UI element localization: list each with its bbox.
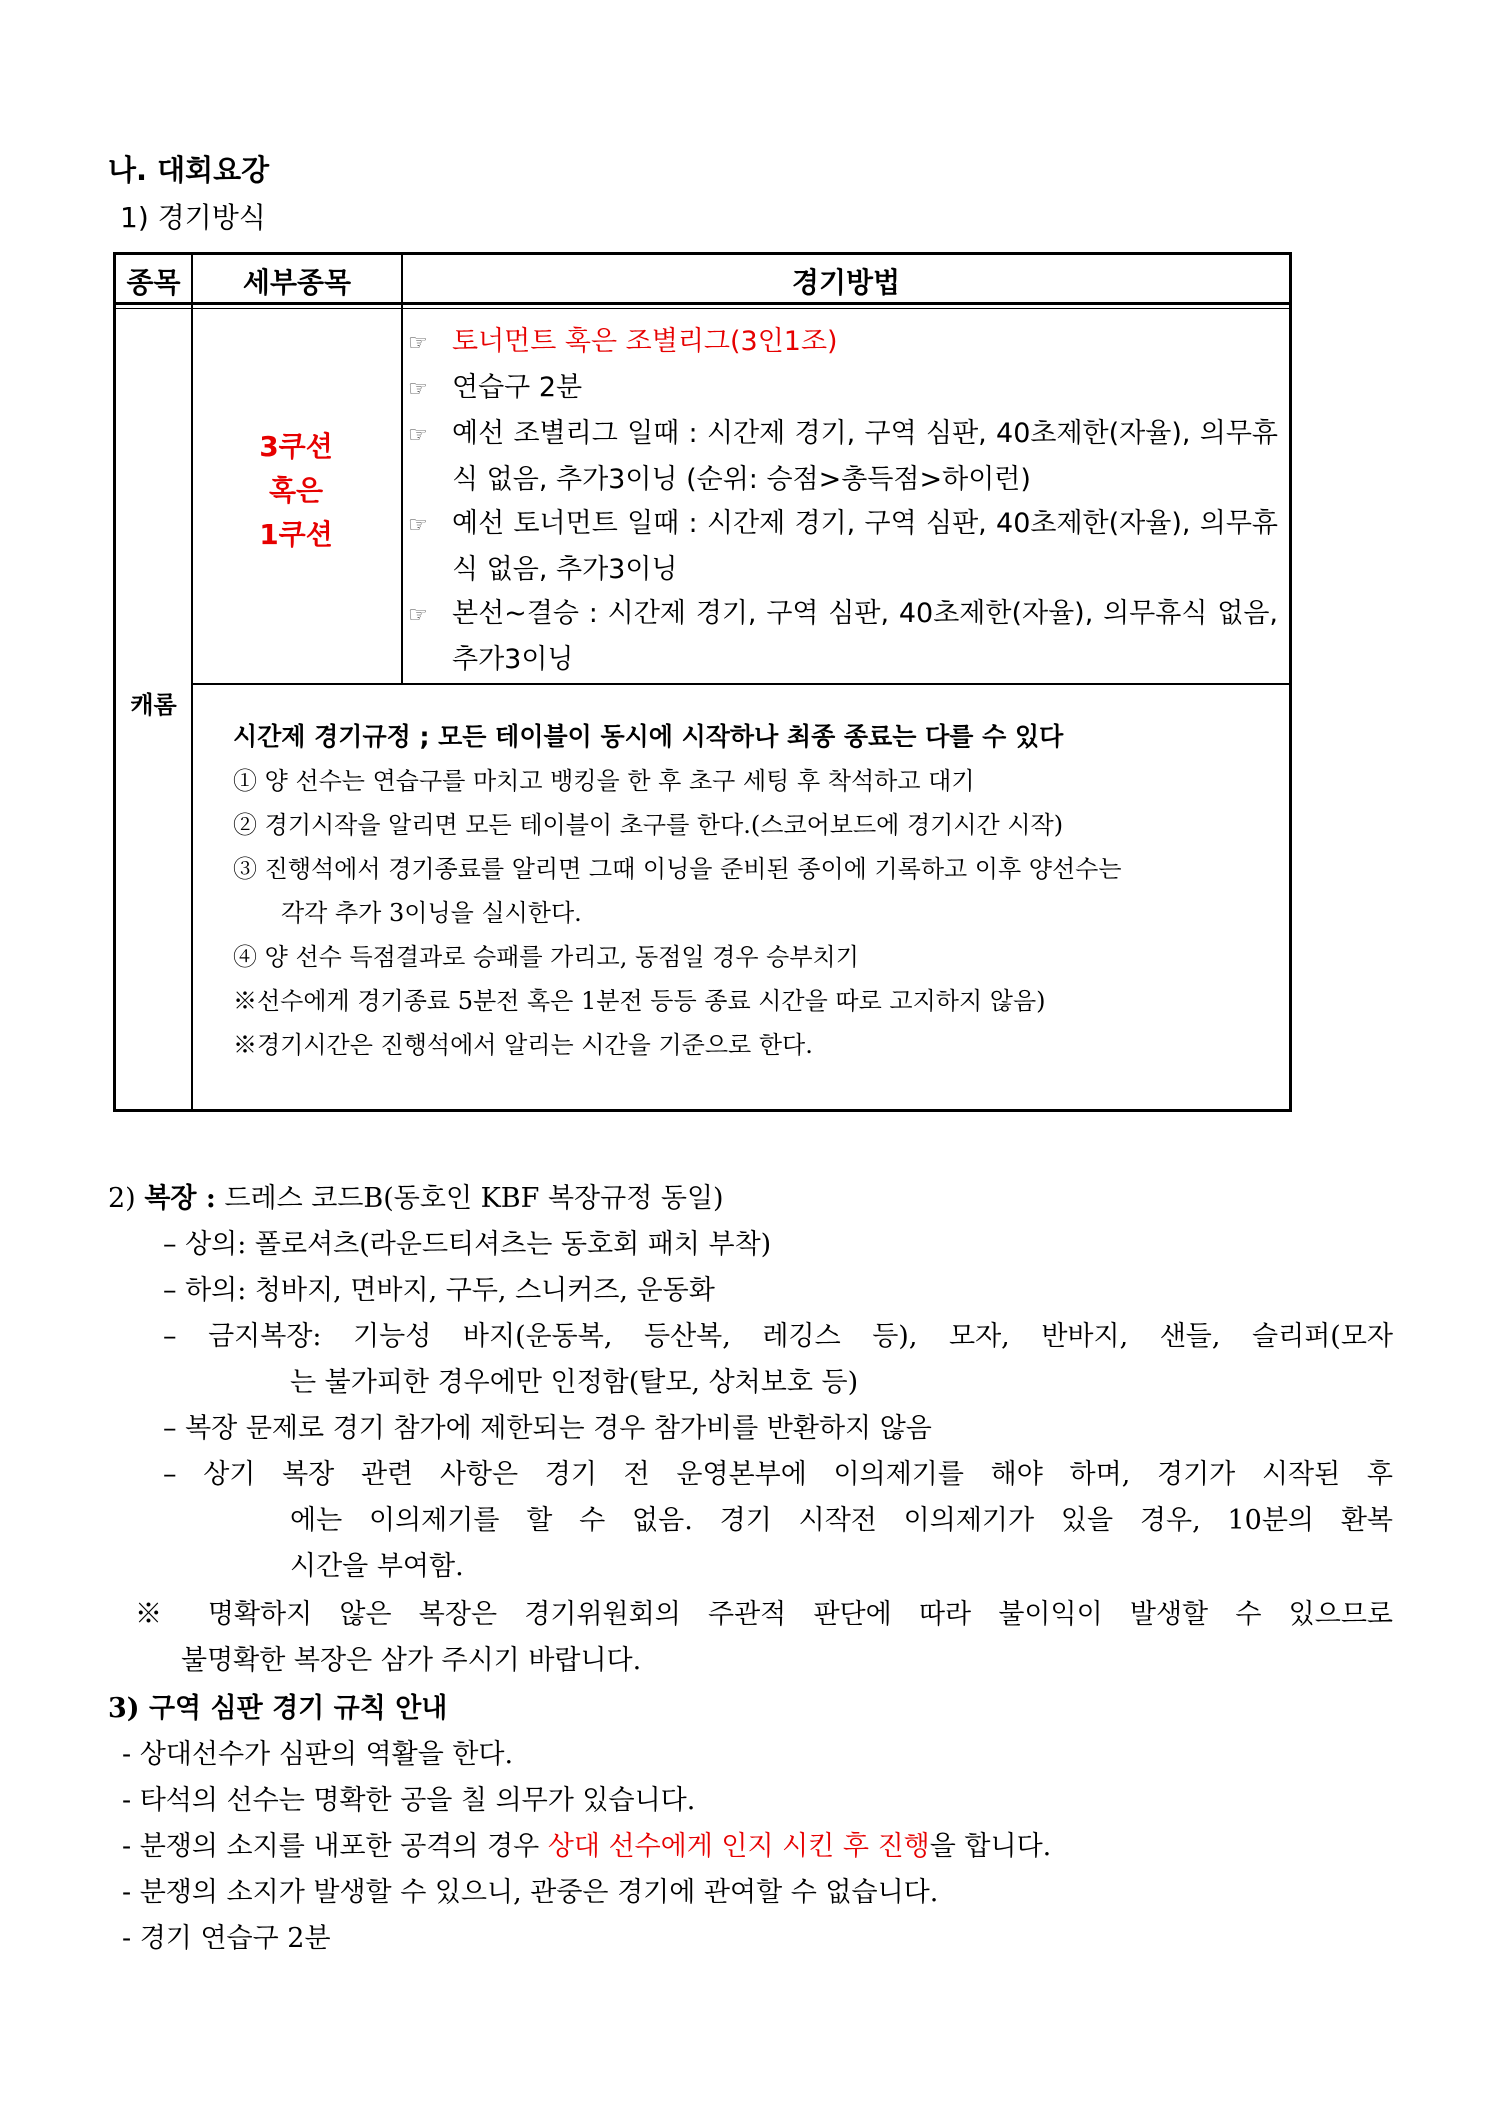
referee-item: - 분쟁의 소지가 발생할 수 있으니, 관중은 경기에 관여할 수 없습니다.	[122, 1877, 939, 1908]
dress-item: – 상의: 폴로셔츠(라운드티셔츠는 동호회 패치 부착)	[163, 1229, 772, 1260]
cushion-line: 3쿠션	[259, 430, 333, 463]
referee-highlight: 상대 선수에게 인지 시킨 후 진행	[547, 1831, 930, 1862]
dress-code-label: 복장 :	[144, 1183, 216, 1214]
rules-table	[113, 252, 1292, 1112]
dress-item: – 복장 문제로 경기 참가에 제한되는 경우 참가비를 반환하지 않음	[163, 1413, 932, 1444]
method-item: ☞ 예선 조별리그 일때 : 시간제 경기, 구역 심판, 40초제한(자율), 의무휴식 없음, 추가3이닝 (순위: 승점>총득점>하이런)	[408, 412, 1278, 502]
dress-item-cont: 는 불가피한 경우에만 인정함(탈모, 상처보호 등)	[290, 1367, 859, 1398]
timed-rule: ④ 양 선수 득점결과로 승패를 가리고, 동점일 경우 승부치기	[233, 943, 859, 971]
pointing-hand-icon: ☞	[408, 377, 428, 402]
cushion-line: 1쿠션	[259, 518, 333, 551]
cushion-line: 혹은	[268, 474, 324, 507]
dress-item: – 하의: 청바지, 면바지, 구두, 스니커즈, 운동화	[163, 1275, 715, 1306]
timed-rule: ※선수에게 경기종료 5분전 혹은 1분전 등등 종료 시간을 따로 고지하지 않음)	[233, 987, 1046, 1015]
method-list	[408, 320, 1278, 682]
timed-rule: ① 양 선수는 연습구를 마치고 뱅킹을 한 후 초구 세팅 후 착석하고 대기	[233, 767, 975, 795]
subsection-title: 1) 경기방식	[120, 201, 266, 234]
section-heading: 나. 대회요강	[108, 153, 270, 187]
timed-rule: ③ 진행석에서 경기종료를 알리면 그때 이닝을 준비된 종이에 기록하고 이후 양선수는	[233, 855, 1122, 883]
method-item: ☞ 토너먼트 혹은 조별리그(3인1조)	[408, 320, 1278, 366]
header-divider	[116, 302, 1289, 305]
timed-rule: ※경기시간은 진행석에서 알리는 시간을 기준으로 한다.	[233, 1031, 813, 1059]
header-event: 종목	[126, 266, 181, 299]
col-divider-1	[191, 255, 193, 1109]
dress-item: – 상기 복장 관련 사항은 경기 전 운영본부에 이의제기를 해야 하며, 경기가 시작된 후	[163, 1459, 1393, 1490]
header-method: 경기방법	[791, 266, 901, 299]
dress-note-cont: 불명확한 복장은 삼가 주시기 바랍니다.	[181, 1645, 642, 1676]
dress-note: ※ 명확하지 않은 복장은 경기위원회의 주관적 판단에 따라 불이익이 발생할 수 있으므로	[135, 1599, 1393, 1630]
timed-rules-title: 시간제 경기규정 ; 모든 테이블이 동시에 시작하나 최종 종료는 다를 수 있다	[233, 722, 1064, 751]
row-divider	[191, 683, 1289, 685]
referee-title: 3) 구역 심판 경기 규칙 안내	[108, 1693, 448, 1724]
dress-code-title: 2) 복장 : 드레스 코드B(동호인 KBF 복장규정 동일)	[108, 1183, 724, 1214]
event-name: 캐롬	[130, 691, 177, 719]
referee-item: - 상대선수가 심판의 역활을 한다.	[122, 1739, 514, 1770]
pointing-hand-icon: ☞	[408, 603, 428, 628]
dress-item-cont: 시간을 부여함.	[290, 1551, 464, 1582]
col-divider-2	[401, 255, 403, 685]
header-divider-thin	[116, 308, 1289, 309]
header-sub-event: 세부종목	[242, 266, 352, 299]
referee-item: - 타석의 선수는 명확한 공을 칠 의무가 있습니다.	[122, 1785, 696, 1816]
timed-rule: ② 경기시작을 알리면 모든 테이블이 초구를 한다.(스코어보드에 경기시간 시작)	[233, 811, 1064, 839]
method-item: ☞ 예선 토너먼트 일때 : 시간제 경기, 구역 심판, 40초제한(자율), 의무휴식 없음, 추가3이닝	[408, 502, 1278, 592]
dress-item: – 금지복장: 기능성 바지(운동복, 등산복, 레깅스 등), 모자, 반바지, 샌들, 슬리퍼(모자	[163, 1321, 1393, 1352]
referee-item: - 분쟁의 소지를 내포한 공격의 경우 상대 선수에게 인지 시킨 후 진행을 합니다.	[122, 1831, 1052, 1862]
referee-item: - 경기 연습구 2분	[122, 1923, 331, 1954]
method-item: ☞ 본선~결승 : 시간제 경기, 구역 심판, 40초제한(자율), 의무휴식 없음, 추가3이닝	[408, 592, 1278, 682]
dress-item-cont: 에는 이의제기를 할 수 없음. 경기 시작전 이의제기가 있을 경우, 10분의 환복	[290, 1505, 1393, 1536]
pointing-hand-icon: ☞	[408, 423, 428, 448]
cushion-type	[191, 425, 401, 557]
timed-rule: 각각 추가 3이닝을 실시한다.	[281, 899, 582, 927]
dress-code-desc: 드레스 코드B(동호인 KBF 복장규정 동일)	[224, 1183, 724, 1214]
pointing-hand-icon: ☞	[408, 331, 428, 356]
method-item: ☞ 연습구 2분	[408, 366, 1278, 412]
timed-rules	[233, 715, 1233, 1067]
pointing-hand-icon: ☞	[408, 513, 428, 538]
